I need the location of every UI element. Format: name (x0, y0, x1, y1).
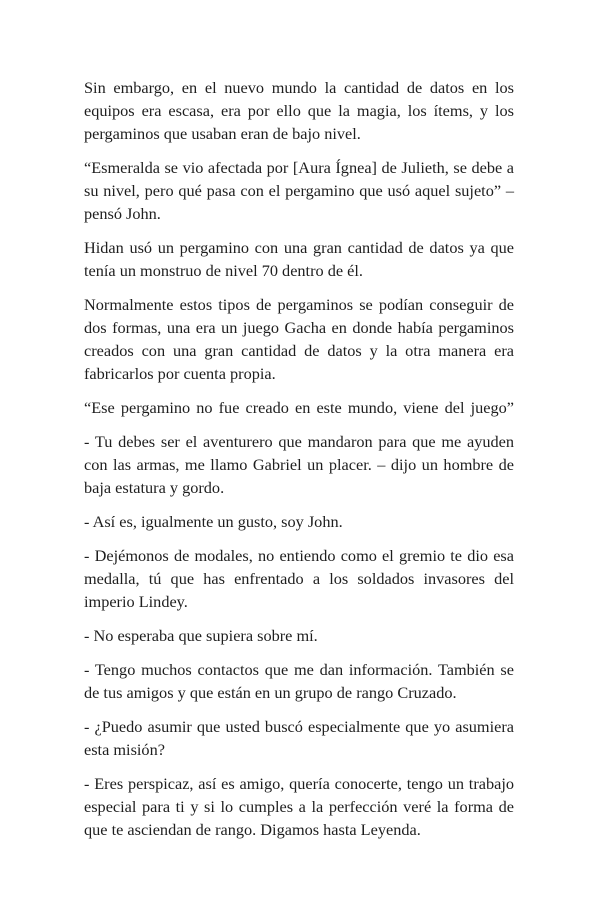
paragraph-8: - Dejémonos de modales, no entiendo como el gremio te dio esa medalla, tú que has enfrentado a los soldados invasores del imperio Lindey. (84, 546, 514, 611)
paragraph-5: “Ese pergamino no fue creado en este mundo, viene del juego” (84, 398, 514, 417)
paragraph-10: - Tengo muchos contactos que me dan información. También se de tus amigos y que están en un grupo de rango Cruzado. (84, 660, 514, 702)
paragraph-11: - ¿Puedo asumir que usted buscó especialmente que yo asumiera esta misión? (84, 717, 514, 759)
paragraph-4: Normalmente estos tipos de pergaminos se podían conseguir de dos formas, una era un juego Gacha en donde había pergaminos creados con una gran cantidad de datos y la otra manera era fabricarlos por cuenta propia. (84, 295, 514, 383)
paragraph-12: - Eres perspicaz, así es amigo, quería conocerte, tengo un trabajo especial para ti y si lo cumples a la perfección veré la forma de que te asciendan de rango. Digamos hasta Leyenda. (84, 774, 514, 839)
book-page (84, 76, 514, 852)
paragraph-7: - Así es, igualmente un gusto, soy John. (84, 512, 343, 531)
paragraph-2: “Esmeralda se vio afectada por [Aura Ígnea] de Julieth, se debe a su nivel, pero qué pasa con el pergamino que usó aquel sujeto” – pensó John. (84, 158, 514, 223)
paragraph-6: - Tu debes ser el aventurero que mandaron para que me ayuden con las armas, me llamo Gabriel un placer. – dijo un hombre de baja estatura y gordo. (84, 432, 514, 497)
paragraph-9: - No esperaba que supiera sobre mí. (84, 626, 318, 645)
paragraph-3: Hidan usó un pergamino con una gran cantidad de datos ya que tenía un monstruo de nivel 70 dentro de él. (84, 238, 514, 280)
paragraph-1: Sin embargo, en el nuevo mundo la cantidad de datos en los equipos era escasa, era por ello que la magia, los ítems, y los pergaminos que usaban eran de bajo nivel. (84, 78, 514, 143)
